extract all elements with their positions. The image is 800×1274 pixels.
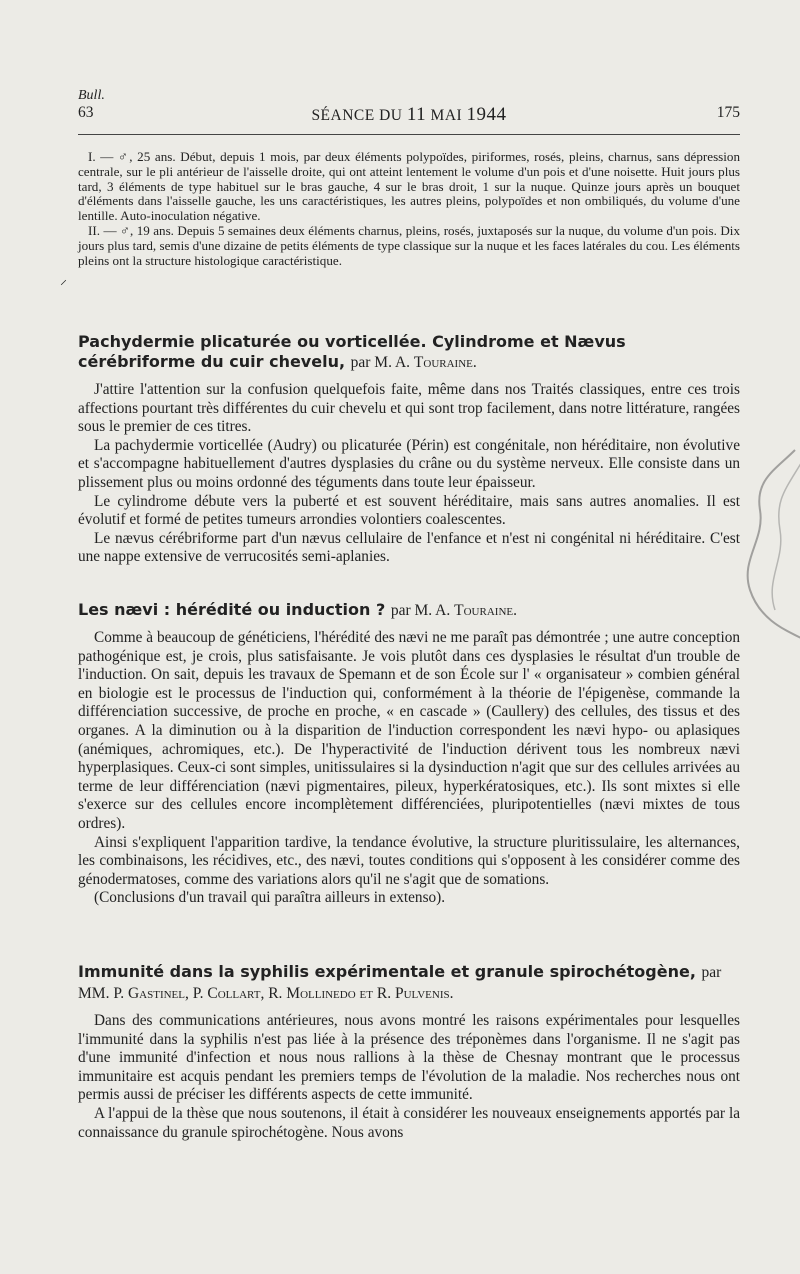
header-rule xyxy=(78,134,740,135)
paragraph: Le nævus cérébriforme part d'un nævus cellulaire de l'enfance et n'est ni congénital ni héréditaire. C'est une nappe extensive de verrucosités semi-aplanies. xyxy=(78,529,740,566)
paragraph: Dans des communications antérieures, nous avons montré les raisons expérimentales pour lesquelles l'immunité dans la syphilis n'est pas liée à la présence des tréponèmes dans l'organisme. Il ne s'agit pas d'une immunité d'infection et nous nous rallions à la thèse de Chesnay montrant que le processus immunitaire est acquis pendant les premiers temps de l'évolution de la maladie. Nos recherches nous ont permis aussi de préciser les différents aspects de cette immunité. xyxy=(78,1012,740,1104)
section-immunite xyxy=(78,962,740,1142)
paragraph: Ainsi s'expliquent l'apparition tardive, la tendance évolutive, la structure pluritissulaire, les alternances, les combinaisons, les récidives, etc., des nævi, toutes conditions qui s'opposent à les considérer comme des génodermatoses, comme des variations alors qu'il ne s'agit que de somations. xyxy=(78,833,740,888)
section-body xyxy=(78,381,740,567)
section-title: Pachydermie plicaturée ou vorticellée. Cylindrome et Nævus cérébriforme du cuir chevelu, par M. A. Touraine. xyxy=(78,332,626,371)
page-number: 175 xyxy=(716,104,740,121)
paragraph: J'attire l'attention sur la confusion quelquefois faite, même dans nos Traités classiques, entre ces trois affections pourtant très différentes du cuir chevelu et qui sont trop facilement, dans notre littérature, rangées sous le premier de ces titres. xyxy=(78,381,740,436)
journal-abbrev: Bull. xyxy=(78,88,105,103)
margin-mark-icon: ⸝ xyxy=(60,273,67,288)
volume-number: 63 xyxy=(78,104,94,121)
session-title: SÉANCE DU 11 MAI 1944 xyxy=(311,104,507,125)
paragraph: La pachydermie vorticellée (Audry) ou plicaturée (Périn) est congénitale, non héréditaire, non évolutive et s'accompagne habituellement d'autres dysplasies du crâne ou du système nerveux. Elle consiste dans un plissement plus ou moins ordonné des téguments dans toute leur épaisseur. xyxy=(78,436,740,491)
section-pachydermie xyxy=(78,332,740,567)
library-stamp-icon xyxy=(735,440,800,650)
section-title: Immunité dans la syphilis expérimentale et granule spirochétogène, par MM. P. Gastinel, P. Collart, R. Mollinedo et R. Pulvenis. xyxy=(78,962,722,1002)
paragraph: Comme à beaucoup de généticiens, l'hérédité des nævi ne me paraît pas démontrée ; une autre conception pathogénique est, je crois, plus satisfaisante. Je vois plutôt dans ces dysplasies le résultat d'un trouble de l'induction. On sait, depuis les travaux de Spemann et de son École sur l' « organisateur » combien général en biologie est le processus de l'induction qui, conformément à la théorie de l'épigenèse, commande la différenciation successive, de proche en proche, « en cascade » (Caullery) des cellules, des tissus et des organes. A la diminution ou à la disparition de l'induction correspondent les nævi hypo- ou aplasiques (anémiques, achromiques, etc.). De l'hyperactivité de l'induction dérivent tous les nombreux nævi hyperplasiques. Ceux-ci sont simples, unitissulaires si la dysinduction n'agit que sur des cellules arrivées au terme de leur différenciation (nævi pigmentaires, pileux, hyperkératosiques, etc.). Ils sont mixtes si elle s'exerce sur des cellules encore incomplètement différenciées, pluripotentielles (nævi mixtes de tous ordres). xyxy=(78,629,740,832)
section-body xyxy=(78,629,740,908)
paragraph: Le cylindrome débute vers la puberté et est souvent héréditaire, mais sans autres anomalies. Il est évolutif et formé de petites tumeurs arrondies volontiers coalescentes. xyxy=(78,492,740,529)
observation-2: II. — ♂, 19 ans. Depuis 5 semaines deux éléments charnus, pleins, rosés, juxtaposés sur la nuque, du volume d'un pois. Dix jours plus tard, semis d'une dizaine de petits éléments de type classique sur la nuque et les faces latérales du cou. Les éléments pleins ont la structure histologique caractéristique. xyxy=(78,222,740,268)
paragraph: (Conclusions d'un travail qui paraîtra ailleurs in extenso). xyxy=(94,889,446,907)
observation-1: I. — ♂, 25 ans. Début, depuis 1 mois, par deux éléments polypoïdes, piriformes, rosés, pleins, charnus, sans dépression centrale, sur le pli antérieur de l'aisselle droite, qui ont atteint lentement le volume d'un pois et d'une noisette. Huit jours plus tard, 3 éléments de type habituel sur le bras gauche, 4 sur le bras droit, 1 sur la nuque. Quinze jours après un bouquet d'éléments dans l'aisselle gauche, les uns caractéristiques, les autres pleins, polypoïdes et non ombiliqués, du volume d'une lentille. Auto-inoculation négative. xyxy=(78,149,740,224)
running-header xyxy=(78,104,740,128)
section-naevi xyxy=(78,600,740,908)
paragraph: A l'appui de la thèse que nous soutenons, il était à considérer les nouveaux enseignements apportés par la connaissance du granule spirochétogène. Nous avons xyxy=(78,1104,740,1141)
section-body xyxy=(78,1012,740,1142)
section-title: Les nævi : hérédité ou induction ? par M. A. Touraine. xyxy=(78,600,517,619)
observations-block xyxy=(78,150,740,268)
